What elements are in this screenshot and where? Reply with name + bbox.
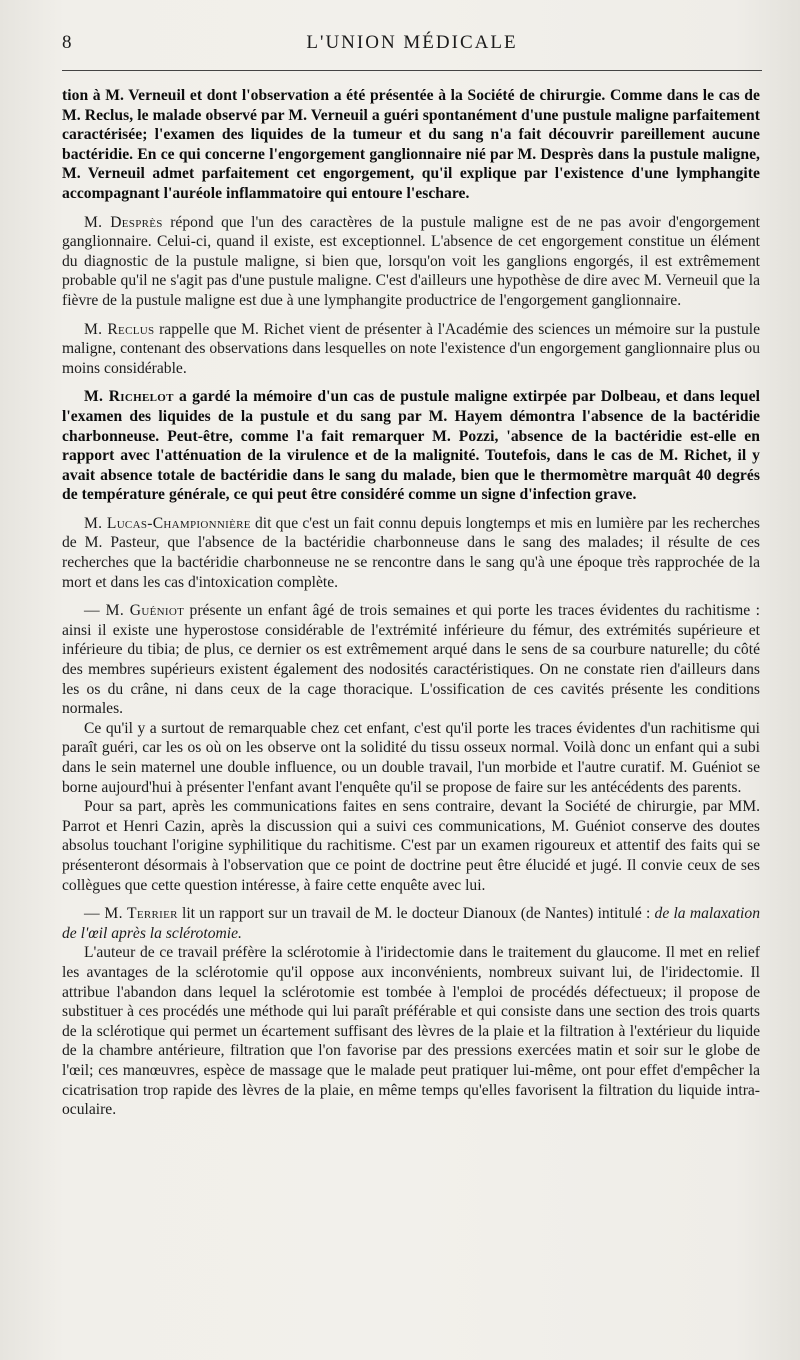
speaker-name: — M. Guéniot <box>84 602 185 620</box>
speaker-name: M. Reclus <box>84 320 155 338</box>
paragraph-text: rappelle que M. Richet vient de présenter à l'Académie des sciences un mémoire sur la pustule maligne, contenant des observations dans lesquelles on note l'existence d'un engorgement ganglionnaire plus ou moins considérable. <box>62 320 760 377</box>
paragraph-gueniot <box>62 601 760 719</box>
page-number: 8 <box>62 32 72 53</box>
paragraph-text: tion à M. Verneuil et dont l'observation a été présentée à la Société de chirurgie. Comme dans le cas de M. Reclus, le malade observé par M. Verneuil a guéri spontanément d'une pustule maligne parfaitement caractérisée; l'examen des liquides de la tumeur et du sang n'a fait découvrir pareillement aucune bactéridie. En ce qui concerne l'engorgement ganglionnaire nié par M. Desprès dans la pustule maligne, M. Verneuil admet parfaitement cet engorgement, qu'il explique par l'existence d'une lymphangite accompagnant l'auréole inflammatoire qui entoure l'eschare. <box>62 87 760 202</box>
paragraph-richelot <box>62 387 760 505</box>
paragraph-text: lit un rapport sur un travail de M. le docteur Dianoux (de Nantes) intitulé : <box>177 905 655 923</box>
paragraph-reclus <box>62 320 760 379</box>
paragraph-text: Ce qu'il y a surtout de remarquable chez cet enfant, c'est qu'il porte les traces évidentes d'un rachitisme qui paraît guéri, car les os où on les observe ont la solidité du tissu osseux normal. Voilà donc un enfant qui a subi dans le sein maternel une double influence, ou un double travail, l'un morbide et l'autre curatif. M. Guéniot se borne aujourd'hui à présenter l'enfant avant l'enquête qu'il se propose de faire sur les antécédents des parents. <box>62 719 760 796</box>
header-divider <box>62 70 762 71</box>
paragraph-despres <box>62 213 760 311</box>
paragraph-text: a gardé la mémoire d'un cas de pustule maligne extirpée par Dolbeau, et dans lequel l'examen des liquides de la pustule et du sang par M. Hayem démontra l'absence de la bactéridie charbonneuse. Peut-être, comme l'a fait remarquer M. Pozzi, 'absence de la bactéridie est-elle en rapport avec l'atténuation de la virulence et de la malignité. Toutefois, dans le cas de M. Richet, il y avait absence totale de bactéridie dans le sang du malade, bien que le thermomètre marquât 40 degrés de température générale, ce qui peut être considéré comme un signe d'infection grave. <box>62 388 760 504</box>
paragraph-verneuil-continuation <box>62 86 760 204</box>
speaker-name: — M. Terrier <box>84 905 178 923</box>
paragraph-text: dit que c'est un fait connu depuis longtemps et mis en lumière par les recherches de M. Pasteur, que l'absence de la bactéridie charbonneuse dans le sang des malades; il résulte de ces recherches que la bactéridie charbonneuse ne se rencontre dans le sang qu'à une époque très rapprochée de la mort et dans les cas d'intoxication complète. <box>62 514 760 591</box>
paragraph-dianoux-summary <box>62 943 760 1119</box>
paragraph-text: L'auteur de ce travail préfère la sclérotomie à l'iridectomie dans le traitement du glaucome. Il met en relief les avantages de la sclérotomie qu'il oppose aux inconvénients, nombreux suivant lui, de l'iridectomie. Il attribue l'abandon dans lequel la sclérotomie est tombée à l'emploi de procédés défectueux; il propose de substituer à ces procédés une méthode qui lui paraît préférable et qui consiste dans une section des trois quarts de la sclérotique qui permet un écartement suffisant des lèvres de la plaie et la filtration à l'extérieur du liquide de la chambre antérieure, filtration que l'on favorise par des pressions exercées matin et soir sur le globe de l'œil; ces manœuvres, espèce de massage que le malade peut pratiquer lui-même, ont pour effet d'empêcher la cicatrisation trop rapide des lèvres de la plaie, en même temps qu'elles favorisent la filtration du liquide intra-oculaire. <box>62 944 760 1119</box>
running-title: L'UNION MÉDICALE <box>306 32 518 53</box>
paragraph-text: présente un enfant âgé de trois semaines et qui porte les traces évidentes du rachitisme : ainsi il existe une hyperostose considérable de l'extrémité inférieure du fémur, des extrémités supérieure et inférieure du tibia; de plus, ce dernier os est extrêmement arqué dans le sens de sa courbure naturelle; du côté des membres supérieurs existent également des nodosités caractéristiques. On ne constate rien d'ailleurs dans les os du crâne, ni dans ceux de la cage thoracique. L'ossification de ces cavités présente les conditions normales. <box>62 602 760 718</box>
work-title: de la malaxation de l'œil après la sclérotomie. <box>62 905 760 942</box>
paragraph-gueniot-continued <box>62 719 760 797</box>
speaker-name: M. Desprès <box>84 213 163 231</box>
paragraph-lucas-championniere <box>62 514 760 592</box>
paragraph-terrier <box>62 904 760 943</box>
paragraph-text: Pour sa part, après les communications faites en sens contraire, devant la Société de chirurgie, par MM. Parrot et Henri Cazin, après la discussion qui a suivi ces communications, M. Guéniot conserve des doutes absolus touchant l'origine syphilitique du rachitisme. C'est par un examen rigoureux et attentif des faits qui se présenteront désormais à l'observation que ce point de doctrine peut être élucidé et jugé. Il convie ceux de ses collègues que cette question intéresse, à faire cette enquête avec lui. <box>62 798 760 894</box>
article-body <box>62 86 760 1120</box>
paragraph-text: répond que l'un des caractères de la pustule maligne est de ne pas avoir d'engorgement ganglionnaire. Celui-ci, quand il existe, est exceptionnel. L'absence de cet engorgement constitue un élément du diagnostic de la pustule maligne, si bien que, lorsqu'on voit les ganglions engorgés, il est extrêmement probable qu'il ne s'agit pas d'une pustule maligne. C'est d'ailleurs une hypothèse de dire avec M. Verneuil que la fièvre de la pustule maligne est due à une lymphangite productrice de l'engorgement ganglionnaire. <box>62 213 760 309</box>
page-header <box>62 32 762 62</box>
speaker-name: M. Lucas-Championnière <box>84 514 251 532</box>
speaker-name: M. Richelot <box>84 388 174 406</box>
paragraph-gueniot-conclusion <box>62 797 760 895</box>
